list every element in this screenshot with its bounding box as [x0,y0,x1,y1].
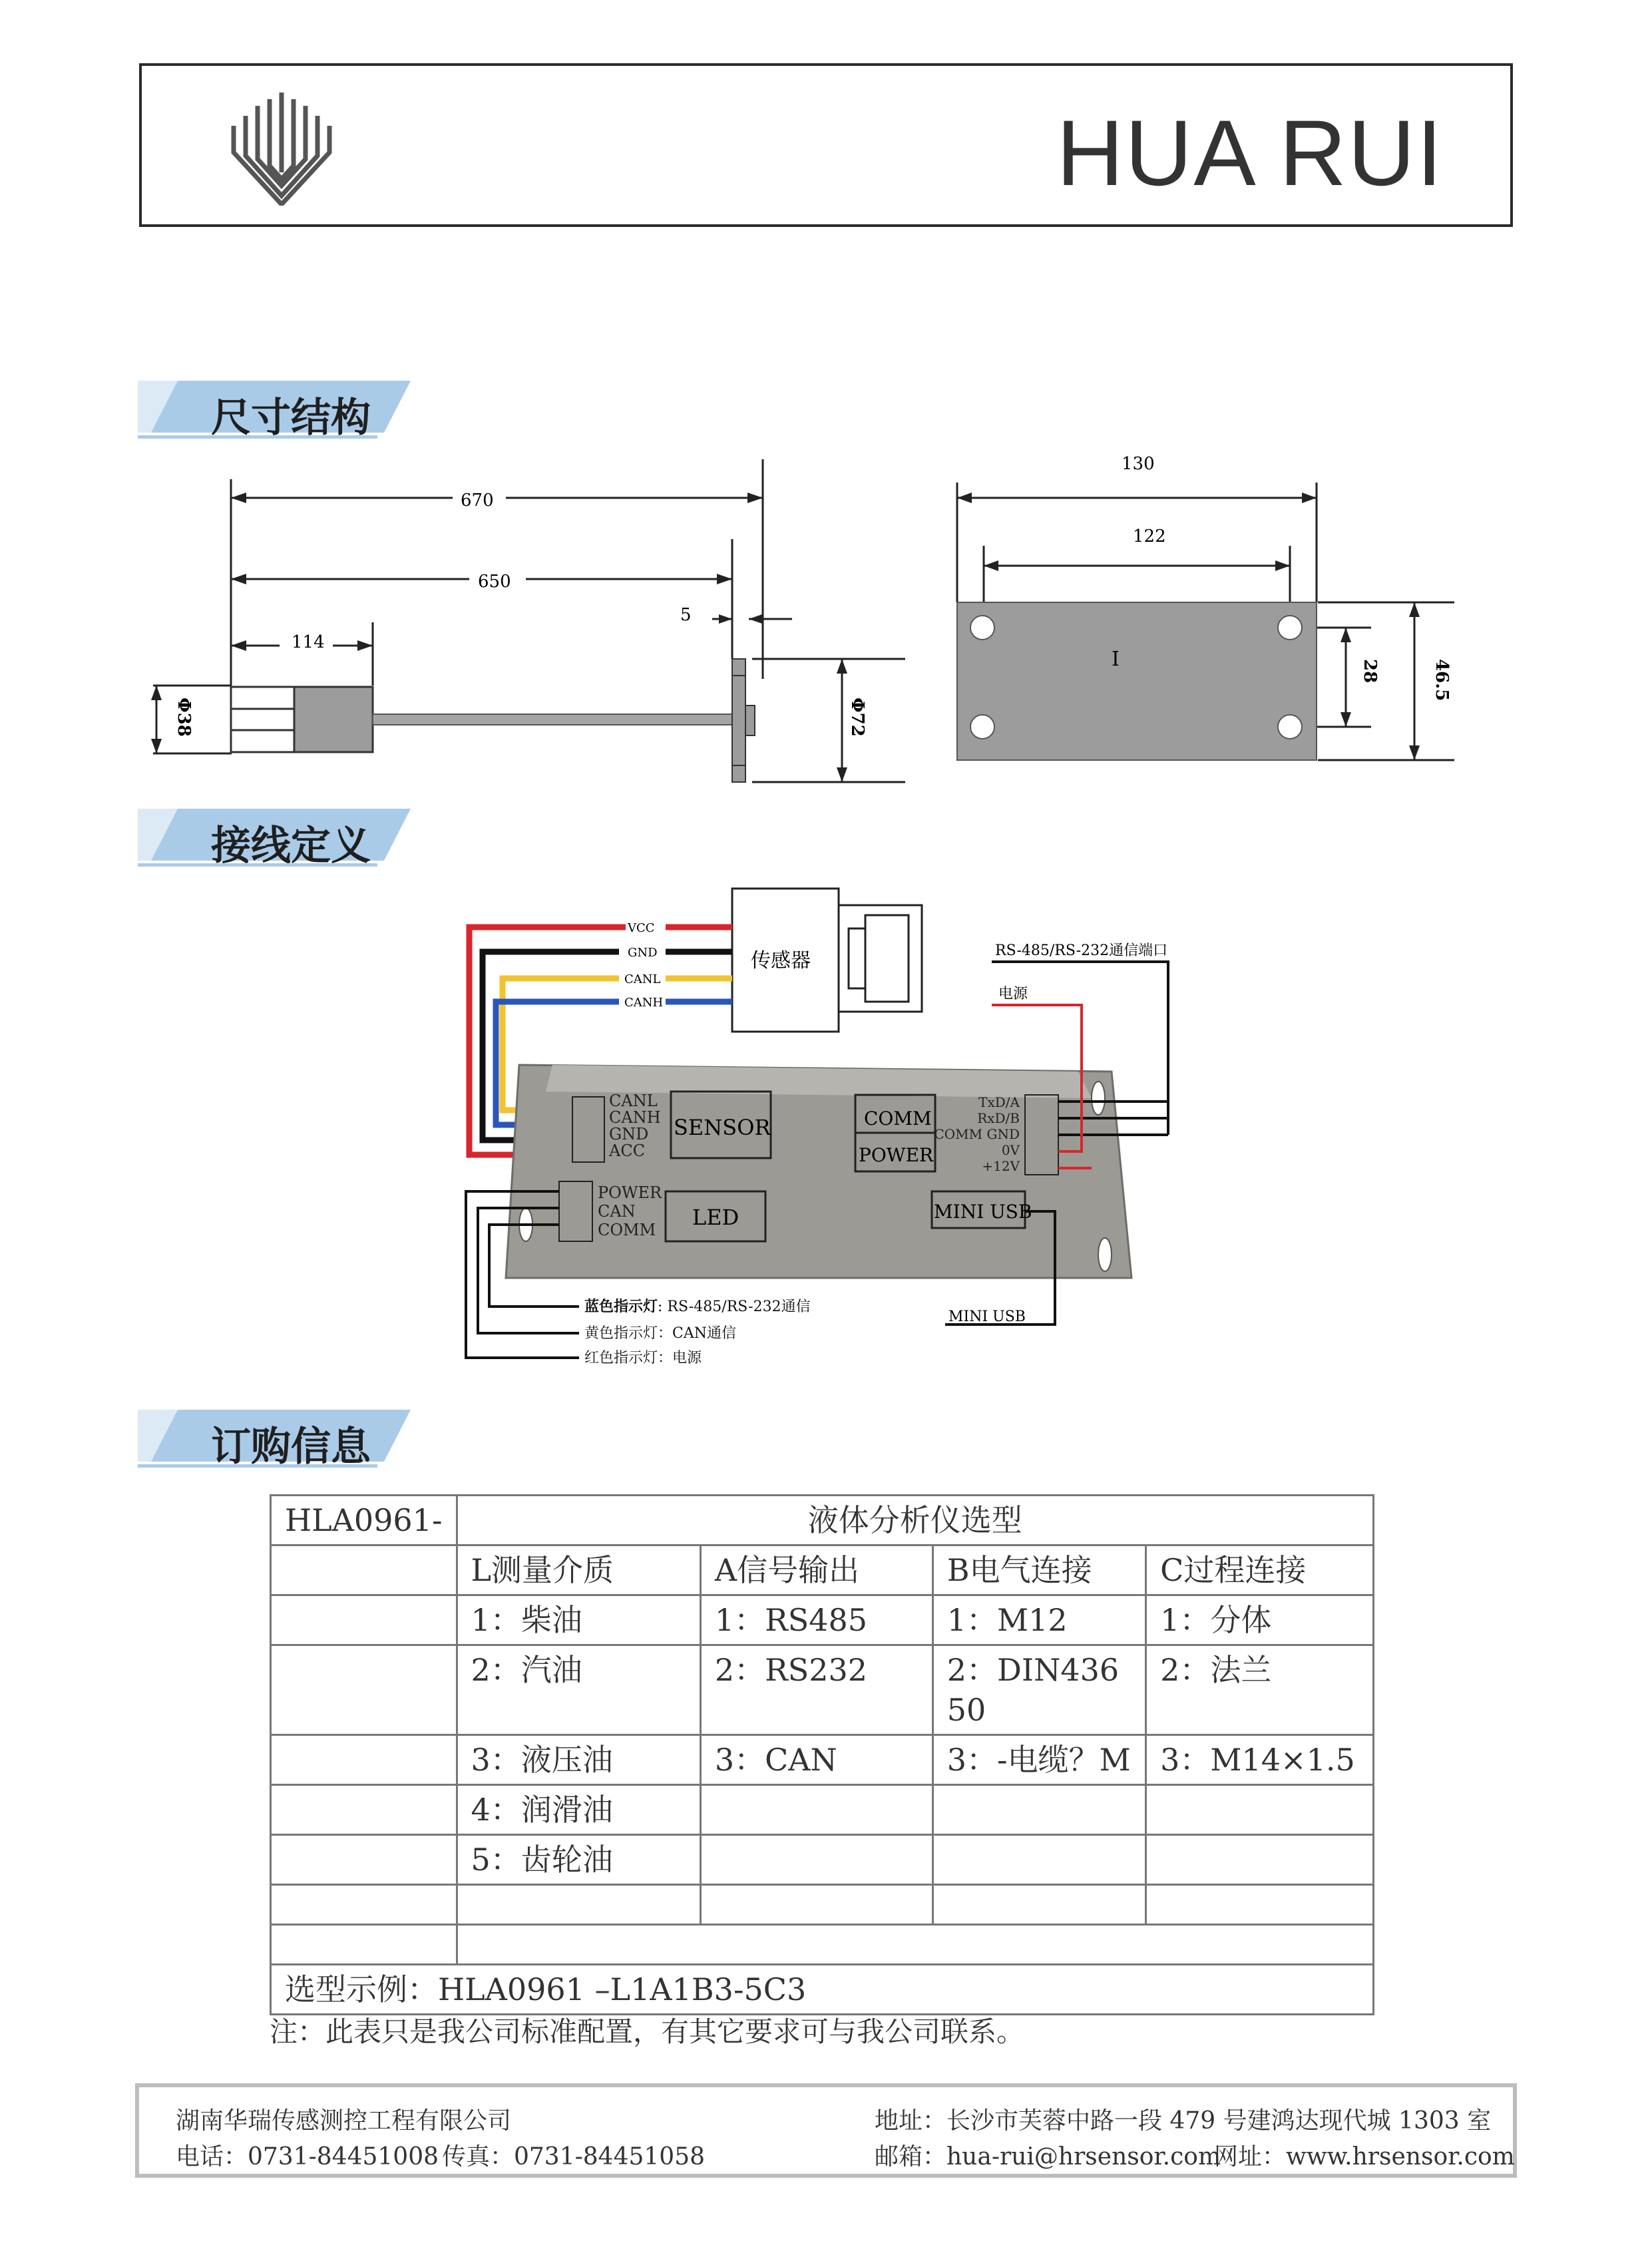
usb-label: MINI USB [948,1309,1026,1325]
table-cell [700,1835,932,1885]
indicator-red-name: 红色指示灯 [584,1350,658,1366]
table-row [271,1595,1374,1645]
section-title-wiring: 接线定义 [211,823,371,869]
indicator-yellow-name: 黄色指示灯 [584,1325,658,1342]
dimension-drawing [0,0,1652,812]
wire-label-canh: CANH [624,996,664,1010]
table-row [271,1885,1374,1925]
pin-12v: +12V [982,1158,1020,1174]
plate-mark: I [1112,648,1120,671]
order-example: 选型示例：HLA0961 –L1A1B3-5C3 [271,1965,1374,2015]
page-footer [135,2083,1517,2178]
box-usb-label: MINI USB [934,1201,1032,1223]
table-cell [700,1785,932,1835]
box-led-label: LED [692,1205,739,1230]
table-row [271,1645,1374,1735]
footer-address: 地址：长沙市芙蓉中路一段 479 号建鸿达现代城 1303 室 [875,2107,1492,2135]
table-cell [457,1885,700,1925]
svg-text:红色指示灯：电源 [584,1350,702,1366]
header-electrical: B电气连接 [932,1545,1145,1595]
dim-28: 28 [1360,659,1380,684]
indicator-red-desc: ：电源 [658,1350,702,1366]
dim-670: 670 [461,491,494,510]
order-table [270,1494,1374,2015]
dim-5: 5 [680,605,692,625]
pin-txd: TxD/A [978,1094,1020,1110]
table-title: 液体分析仪选型 [457,1496,1374,1545]
table-cell: 3：M14×1.5 [1146,1735,1374,1785]
table-cell: 1：RS485 [700,1595,932,1645]
footer-fax: 传真：0731-84451058 [442,2143,706,2170]
model-cell: HLA0961- [271,1496,457,1545]
table-cell [700,1885,932,1925]
led-pin-comm: COMM [598,1221,656,1239]
table-row [271,1785,1374,1835]
table-cell: 5：齿轮油 [457,1835,700,1885]
table-cell: 1：M12 [932,1595,1145,1645]
section-title-ordering: 订购信息 [211,1424,371,1470]
footer-website: 网址：www.hrsensor.com [1214,2143,1515,2170]
led-pin-can: CAN [598,1202,636,1221]
indicator-blue-desc: : RS-485/RS-232通信 [658,1299,811,1315]
wire-label-gnd: GND [628,946,658,960]
table-cell: 3：-电缆？M [932,1735,1145,1785]
indicator-yellow-desc: ：CAN通信 [658,1325,736,1342]
table-cell: 3：CAN [700,1735,932,1785]
port-label: RS-485/RS-232通信端口 [995,942,1168,959]
box-sensor-label: SENSOR [674,1115,771,1140]
header-signal: A信号输出 [700,1545,932,1595]
pin-0v: 0V [1001,1142,1020,1158]
pin-canh: CANH [609,1108,661,1127]
footer-company: 湖南华瑞传感测控工程有限公司 [176,2107,512,2135]
pin-comm-gnd: COMM GND [934,1126,1020,1142]
table-row [271,1925,1374,1965]
table-cell: 3：液压油 [457,1735,700,1785]
dim-650: 650 [478,572,511,592]
dim-114: 114 [292,632,325,652]
table-cell: 2：汽油 [457,1645,700,1735]
table-header-row [271,1545,1374,1595]
table-cell: 2：法兰 [1146,1645,1374,1735]
section-tag-wiring [138,809,417,870]
table-cell: 1：分体 [1146,1595,1374,1645]
indicator-blue-name: 蓝色指示灯 [584,1298,658,1315]
pin-acc: ACC [609,1141,646,1160]
table-cell [932,1835,1145,1885]
pin-gnd: GND [609,1125,649,1143]
table-cell [1146,1835,1374,1885]
power-label: 电源 [998,986,1028,1002]
led-pin-power: POWER [598,1183,662,1202]
header-medium: L测量介质 [457,1545,700,1595]
dim-46-5: 46.5 [1432,659,1452,702]
table-cell [1146,1785,1374,1835]
header-process: C过程连接 [1146,1545,1374,1595]
table-cell [932,1785,1145,1835]
table-row [271,1496,1374,1545]
table-cell: 1：柴油 [457,1595,700,1645]
wiring-diagram [0,865,1652,1384]
section-title-dimensions: 尺寸结构 [211,395,371,441]
box-power-label: POWER [859,1144,934,1166]
dim-122: 122 [1133,526,1166,546]
svg-text:蓝色指示灯: RS-485/RS-232通信 [584,1298,811,1315]
section-tag-ordering [138,1410,417,1471]
wire-label-vcc: VCC [628,921,655,935]
brand-name: HUA RUI [1056,101,1444,205]
dim-phi72: Φ72 [847,698,867,737]
table-note: 注：此表只是我公司标准配置，有其它要求可与我公司联系。 [270,2015,1025,2048]
dim-phi38: Φ38 [174,698,194,737]
sensor-label: 传感器 [751,949,811,972]
svg-text:黄色指示灯：CAN通信 [584,1325,736,1342]
wire-label-canl: CANL [624,972,661,986]
footer-email: 邮箱：hua-rui@hrsensor.com [875,2143,1221,2170]
pin-canl: CANL [609,1092,658,1110]
table-cell: 2：RS232 [700,1645,932,1735]
table-cell [932,1885,1145,1925]
box-comm-label: COMM [864,1108,932,1129]
footer-phone: 电话：0731-84451008 [176,2143,439,2170]
dim-130: 130 [1122,454,1155,474]
table-cell [1146,1885,1374,1925]
table-cell: 2：DIN43650 [932,1645,1145,1735]
table-row [271,1835,1374,1885]
table-row [271,1965,1374,2015]
pin-rxd: RxD/B [977,1110,1020,1126]
table-cell: 4：润滑油 [457,1785,700,1835]
table-row [271,1735,1374,1785]
